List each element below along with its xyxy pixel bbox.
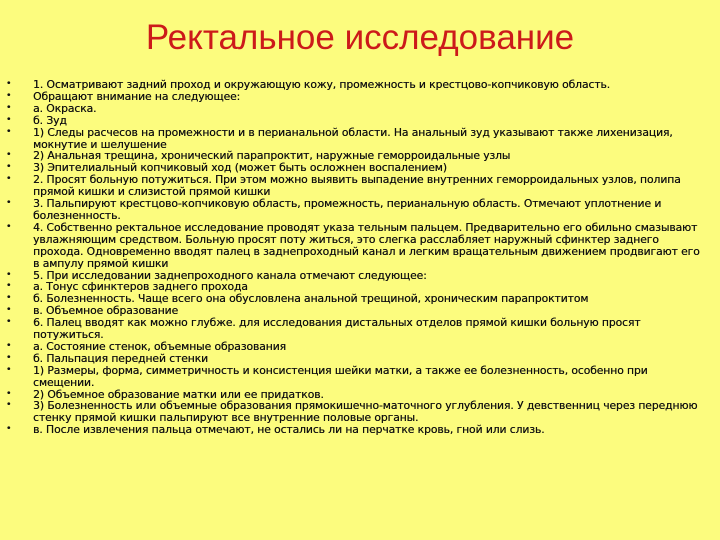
list-item: • 2) Анальная трещина, хронический парапроктит, наружные геморроидальные узлы <box>6 150 706 162</box>
list-item: • в. Объемное образование <box>6 305 706 317</box>
list-item: • 2) Объемное образование матки или ее придатков. <box>6 389 706 401</box>
list-item: • а. Тонус сфинктеров заднего прохода <box>6 281 706 293</box>
list-item: • 1) Размеры, форма, симметричность и консистенция шейки матки, а также ее болезненность, особенно при смещении. <box>6 365 706 389</box>
list-item: • 3) Эпителиальный копчиковый ход (может быть осложнен воспалением) <box>6 162 706 174</box>
list-item: • а. Состояние стенок, объемные образования <box>6 341 706 353</box>
list-item: • 3. Пальпируют крестцово-копчиковую область, промежность, перианальную область. Отмечают уплотнение и болезненность. <box>6 198 706 222</box>
list-item: • 5. При исследовании заднепроходного канала отмечают следующее: <box>6 270 706 282</box>
list-item: • б. Зуд <box>6 115 706 127</box>
bullet-list <box>6 79 706 436</box>
list-item: • 3) Болезненность или объемные образования прямокишечно-маточного углубления. У девственниц через переднюю стенку прямой кишки пальпируют все внутренние половые органы. <box>6 400 706 424</box>
list-item: • 2. Просят больную потужиться. При этом можно выявить выпадение внутренних геморроидальных узлов, полипа прямой кишки и слизистой прямой кишки <box>6 174 706 198</box>
slide-title: Ректальное исследование <box>145 18 575 57</box>
list-item: • б. Пальпация передней стенки <box>6 353 706 365</box>
list-item: • 4. Собственно ректальное исследование проводят указа тельным пальцем. Предварительно его обильно смазывают увлажняющим средством. Больную просят поту житься, это слегка расслабляет наружный сфинктер заднего прохода. Одновременно вводят палец в заднепроходный канал и легким вращательным движением продвигают его в ампулу прямой кишки <box>6 222 706 270</box>
list-item: • а. Окраска. <box>6 103 706 115</box>
list-item: • 1. Осматривают задний проход и окружающую кожу, промежность и крестцово-копчиковую область. <box>6 79 706 91</box>
list-item: • Обращают внимание на следующее: <box>6 91 706 103</box>
list-item: • 1) Следы расчесов на промежности и в перианальной области. На анальный зуд указывают также лихенизация, мокнутие и шелушение <box>6 127 706 151</box>
list-item: • 6. Палец вводят как можно глубже. для исследования дистальных отделов прямой кишки больную просят потужиться. <box>6 317 706 341</box>
list-item: • б. Болезненность. Чаще всего она обусловлена анальной трещиной, хроническим парапроктитом <box>6 293 706 305</box>
list-item: • в. После извлечения пальца отмечают, не остались ли на перчатке кровь, гной или слизь. <box>6 424 706 436</box>
